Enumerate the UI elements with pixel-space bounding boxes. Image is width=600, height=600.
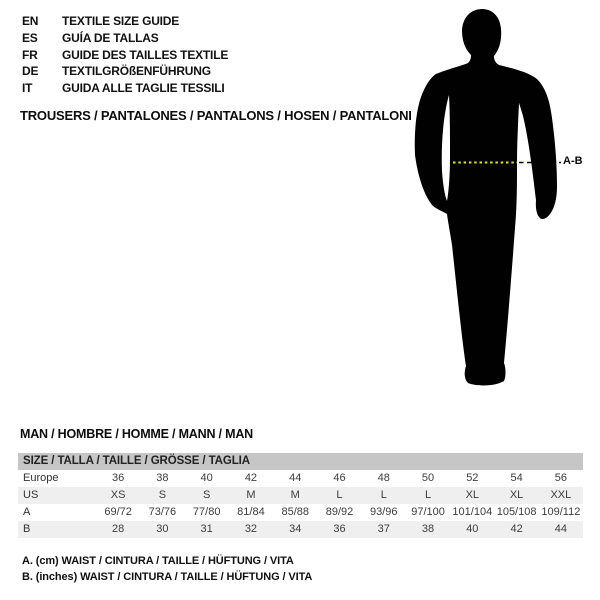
row-label: B (23, 523, 31, 535)
size-cell: 73/76 (148, 506, 177, 518)
size-cell: 52 (466, 472, 479, 484)
size-cell: 54 (510, 472, 523, 484)
size-cell: XL (465, 489, 480, 501)
language-code: ES (22, 30, 38, 45)
language-label: GUÍA DE TALLAS (62, 30, 159, 45)
row-label: US (23, 489, 39, 501)
size-cell: 30 (156, 523, 169, 535)
size-table-header: SIZE / TALLA / TAILLE / GRÖSSE / TAGLIA (18, 453, 583, 470)
size-cell: 44 (554, 523, 567, 535)
size-cell: 38 (156, 472, 169, 484)
row-label: Europe (23, 472, 59, 484)
legend-row-es (22, 30, 228, 47)
language-code: IT (22, 81, 33, 95)
size-cell: 101/104 (452, 506, 493, 518)
size-cell: L (336, 489, 343, 501)
footnotes (22, 553, 312, 585)
size-cell: 42 (510, 523, 523, 535)
language-label: TEXTILGRÖßENFÜHRUNG (62, 64, 211, 79)
size-cell: 93/96 (370, 506, 398, 518)
size-cell: 69/72 (104, 506, 132, 518)
size-cell: 50 (421, 472, 435, 484)
language-code: DE (22, 64, 39, 79)
table-row-b-inches (18, 521, 583, 538)
measure-label-ab: A-B (563, 155, 583, 167)
size-cell: XXL (550, 489, 572, 501)
size-cell: M (290, 489, 300, 501)
language-code: EN (22, 14, 39, 28)
size-cell: 40 (466, 523, 479, 535)
size-cell: S (158, 489, 167, 501)
section-title-man: MAN / HOMBRE / HOMME / MANN / MAN (20, 427, 253, 441)
size-cell: 40 (200, 472, 213, 484)
size-cell: L (380, 489, 387, 501)
size-cell: 81/84 (237, 506, 265, 518)
language-label: TEXTILE SIZE GUIDE (62, 14, 180, 28)
legend-row-en (22, 13, 228, 30)
language-label: GUIDE DES TAILLES TEXTILE (62, 47, 229, 62)
size-cell: 44 (289, 472, 302, 484)
size-cell: 42 (244, 472, 258, 484)
row-label: A (23, 506, 31, 518)
legend-row-de (22, 63, 228, 80)
size-table (18, 453, 583, 538)
language-legend (22, 13, 228, 97)
legend-row-fr (22, 47, 228, 64)
size-cell: 37 (377, 523, 390, 535)
size-cell: 105/108 (496, 506, 537, 518)
size-cell: 38 (421, 523, 435, 535)
language-label: GUIDA ALLE TAGLIE TESSILI (62, 81, 225, 95)
size-cell: L (424, 489, 432, 501)
size-cell: 85/88 (281, 506, 309, 518)
table-row-a-cm (18, 504, 583, 521)
language-code: FR (22, 47, 38, 62)
size-cell: M (246, 489, 256, 501)
size-cell: 36 (333, 523, 346, 535)
table-row-europe (18, 470, 583, 487)
size-cell: 89/92 (325, 506, 354, 518)
size-cell: 28 (112, 523, 125, 535)
size-cell: 36 (112, 472, 125, 484)
size-cell: S (203, 489, 211, 501)
size-cell: 34 (289, 523, 302, 535)
size-cell: XS (110, 489, 126, 501)
garment-title: TROUSERS / PANTALONES / PANTALONS / HOSEN / PANTALONI (20, 108, 412, 123)
size-cell: 97/100 (411, 506, 445, 518)
size-cell: 46 (333, 472, 346, 484)
legend-row-it (22, 80, 228, 97)
size-cell: 31 (200, 523, 213, 535)
man-silhouette (400, 0, 600, 410)
size-cell: 77/80 (192, 506, 221, 518)
size-cell: 56 (554, 472, 567, 484)
note-b-inches: B. (inches) WAIST / CINTURA / TAILLE / HÜFTUNG / VITA (22, 571, 313, 584)
table-row-us (18, 487, 583, 504)
size-cell: 109/112 (541, 506, 581, 518)
man-silhouette-body (415, 9, 557, 385)
size-cell: 48 (377, 472, 390, 484)
note-a-cm: A. (cm) WAIST / CINTURA / TAILLE / HÜFTUNG / VITA (22, 555, 294, 567)
size-cell: 32 (244, 523, 258, 535)
size-cell: XL (509, 489, 524, 501)
